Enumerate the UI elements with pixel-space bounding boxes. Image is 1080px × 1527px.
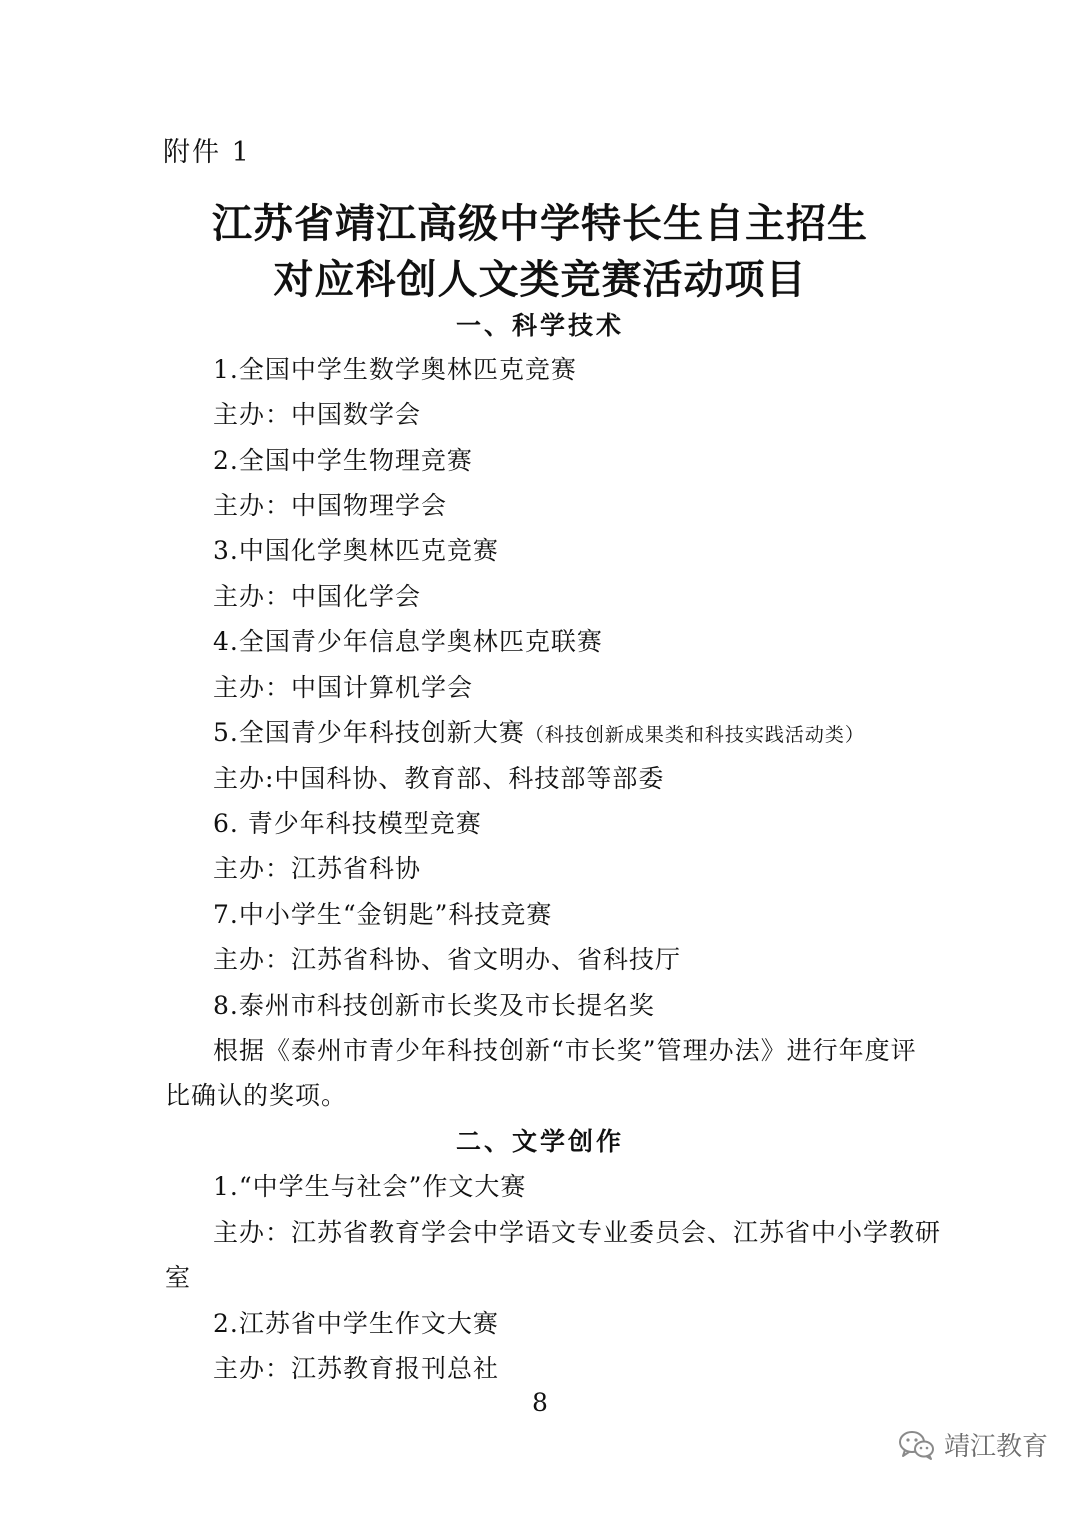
annex-label: 附件 1 xyxy=(163,137,251,168)
document-title-line-2: 对应科创人文类竞赛活动项目 xyxy=(273,257,807,303)
list-item: 2.全国中学生物理竞赛 xyxy=(213,446,473,475)
list-item xyxy=(213,713,865,749)
document-title-line-1: 江苏省靖江高级中学特长生自主招生 xyxy=(212,201,868,247)
list-item: 6. 青少年科技模型竞赛 xyxy=(213,809,482,838)
list-item: 2.江苏省中学生作文大赛 xyxy=(213,1309,499,1338)
organizer-line: 主办：江苏教育报刊总社 xyxy=(213,1354,500,1383)
list-item: 4.全国青少年信息学奥林匹克联赛 xyxy=(213,627,603,656)
organizer-line: 主办：中国化学会 xyxy=(213,582,422,611)
section-heading-literature: 二、文学创作 xyxy=(455,1127,624,1156)
section-heading-science: 一、科学技术 xyxy=(455,311,624,340)
organizer-line-continued: 室 xyxy=(165,1263,192,1292)
organizer-line: 主办：江苏省教育学会中学语文专业委员会、江苏省中小学教研 xyxy=(213,1218,942,1247)
organizer-line: 主办：中国物理学会 xyxy=(213,491,448,520)
watermark xyxy=(898,1426,1048,1463)
list-item: 1.全国中学生数学奥林匹克竞赛 xyxy=(213,355,577,384)
page-number: 8 xyxy=(532,1388,548,1417)
organizer-line: 主办：江苏省科协、省文明办、省科技厅 xyxy=(213,945,682,974)
list-item: 8.泰州市科技创新市长奖及市长提名奖 xyxy=(213,991,655,1020)
list-item: 3.中国化学奥林匹克竞赛 xyxy=(213,536,499,565)
list-item-title: 5.全国青少年科技创新大赛 xyxy=(213,718,525,747)
wechat-icon xyxy=(898,1429,936,1461)
organizer-line: 主办：中国计算机学会 xyxy=(213,673,474,702)
list-item: 1.“中学生与社会”作文大赛 xyxy=(213,1172,527,1201)
list-item-note: （科技创新成果类和科技实践活动类） xyxy=(524,724,865,746)
paragraph-line: 根据《泰州市青少年科技创新“市长奖”管理办法》进行年度评 xyxy=(213,1036,917,1065)
watermark-account-name: 靖江教育 xyxy=(944,1432,1049,1462)
organizer-line: 主办：中国数学会 xyxy=(213,400,422,429)
paragraph-line: 比确认的奖项。 xyxy=(165,1081,348,1110)
organizer-line: 主办：江苏省科协 xyxy=(213,854,422,883)
organizer-line: 主办:中国科协、教育部、科技部等部委 xyxy=(213,764,665,793)
list-item: 7.中小学生“金钥匙”科技竞赛 xyxy=(213,900,553,929)
